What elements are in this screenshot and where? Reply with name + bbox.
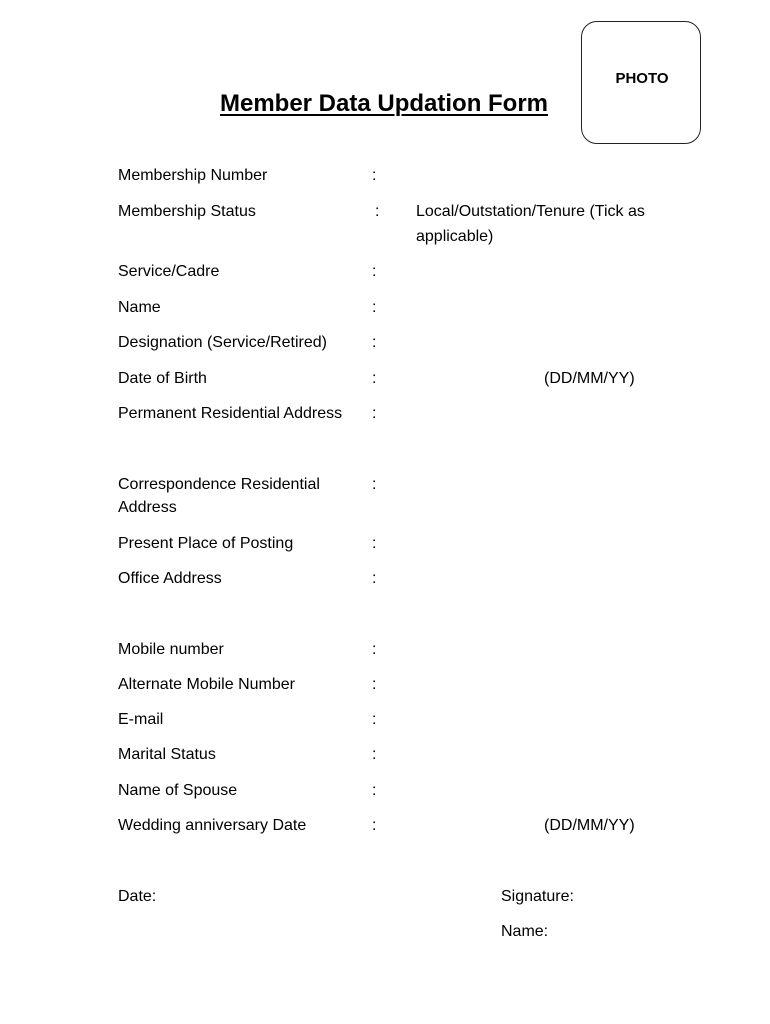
- field-colon: :: [372, 570, 377, 587]
- field-label-name: Name: [118, 299, 161, 316]
- field-colon: :: [372, 476, 377, 493]
- field-colon: :: [372, 263, 377, 280]
- field-label-marital-status: Marital Status: [118, 746, 216, 763]
- photo-label: PHOTO: [615, 70, 669, 87]
- field-colon: :: [372, 641, 377, 658]
- field-colon: :: [372, 167, 377, 184]
- field-colon: :: [375, 203, 380, 220]
- field-colon: :: [372, 370, 377, 387]
- field-label-present-posting: Present Place of Posting: [118, 535, 294, 552]
- field-label-date-of-birth: Date of Birth: [118, 370, 207, 387]
- field-label-name-of-spouse: Name of Spouse: [118, 782, 238, 799]
- field-label-office-address: Office Address: [118, 570, 222, 587]
- field-label-email: E-mail: [118, 711, 164, 728]
- field-label-service-cadre: Service/Cadre: [118, 263, 220, 280]
- field-label-correspondence-address: Correspondence Residential Address: [118, 476, 320, 516]
- field-colon: :: [372, 299, 377, 316]
- signature-label: Signature:: [501, 888, 574, 905]
- form-title: Member Data Updation Form: [219, 90, 549, 117]
- field-colon: :: [372, 817, 377, 834]
- field-colon: :: [372, 405, 377, 422]
- field-label-permanent-address: Permanent Residential Address: [118, 405, 343, 422]
- date-format-hint: (DD/MM/YY): [544, 817, 635, 834]
- date-format-hint: (DD/MM/YY): [544, 370, 635, 387]
- membership-status-options: Local/Outstation/Tenure (Tick as applicable): [416, 203, 645, 245]
- field-label-wedding-anniversary: Wedding anniversary Date: [118, 817, 307, 834]
- name-label: Name:: [501, 923, 549, 940]
- date-label: Date:: [118, 888, 157, 905]
- field-label-membership-status: Membership Status: [118, 203, 256, 220]
- field-colon: :: [372, 782, 377, 799]
- field-colon: :: [372, 676, 377, 693]
- field-colon: :: [372, 711, 377, 728]
- field-label-designation: Designation (Service/Retired): [118, 334, 327, 351]
- field-label-alternate-mobile: Alternate Mobile Number: [118, 676, 295, 693]
- photo-box: [581, 21, 701, 144]
- field-label-membership-number: Membership Number: [118, 167, 268, 184]
- field-colon: :: [372, 746, 377, 763]
- field-label-mobile-number: Mobile number: [118, 641, 224, 658]
- field-colon: :: [372, 535, 377, 552]
- field-colon: :: [372, 334, 377, 351]
